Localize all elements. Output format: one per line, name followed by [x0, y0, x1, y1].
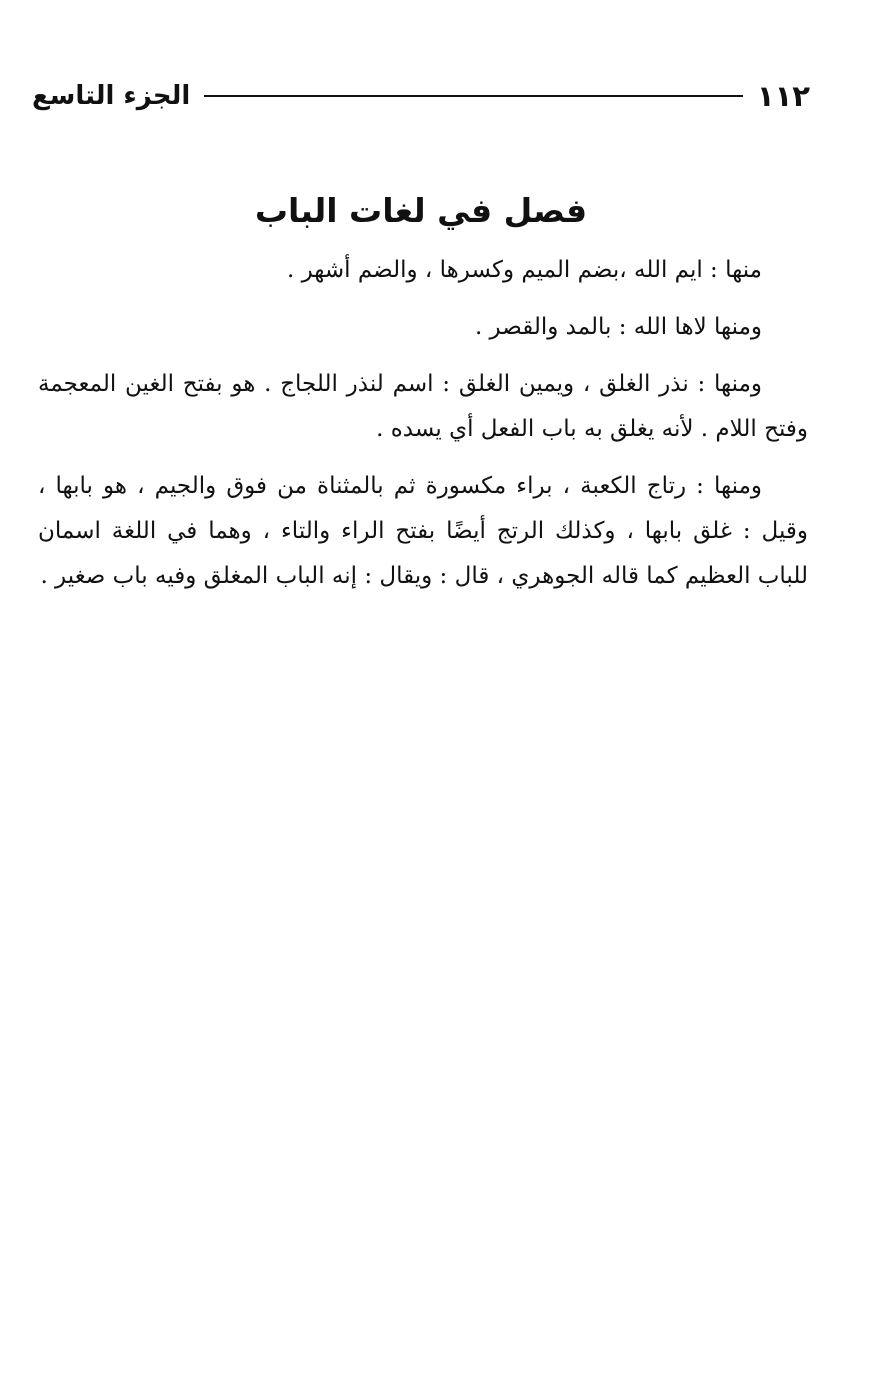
page-number: ١١٢ [756, 79, 810, 113]
paragraph-2: ومنها لاها الله : بالمد والقصر . [474, 314, 762, 340]
section-title: فصل في لغات الباب [254, 191, 588, 230]
volume-title: الجزء التاسع [32, 81, 191, 111]
body-text [38, 248, 808, 611]
running-header [32, 70, 810, 122]
paragraph-3: ومنها : نذر الغلق ، ويمين الغلق : اسم لنذر اللجاج . هو بفتح الغين المعجمة وفتح اللام . لأنه يغلق به باب الفعل أي يسده . [38, 371, 808, 442]
paragraph-4: ومنها : رتاج الكعبة ، براء مكسورة ثم بالمثناة من فوق والجيم ، هو بابها ، وقيل : غلق بابها ، وكذلك الرتج أيضًا بفتح الراء والتاء ، وهما في اللغة اسمان للباب العظيم كما قاله الجوهري ، قال : ويقال : إنه الباب المغلق وفيه باب صغير . [38, 473, 808, 589]
paragraph-1: منها : ايم الله ،بضم الميم وكسرها ، والضم أشهر . [286, 257, 762, 283]
header-rule [204, 95, 743, 97]
